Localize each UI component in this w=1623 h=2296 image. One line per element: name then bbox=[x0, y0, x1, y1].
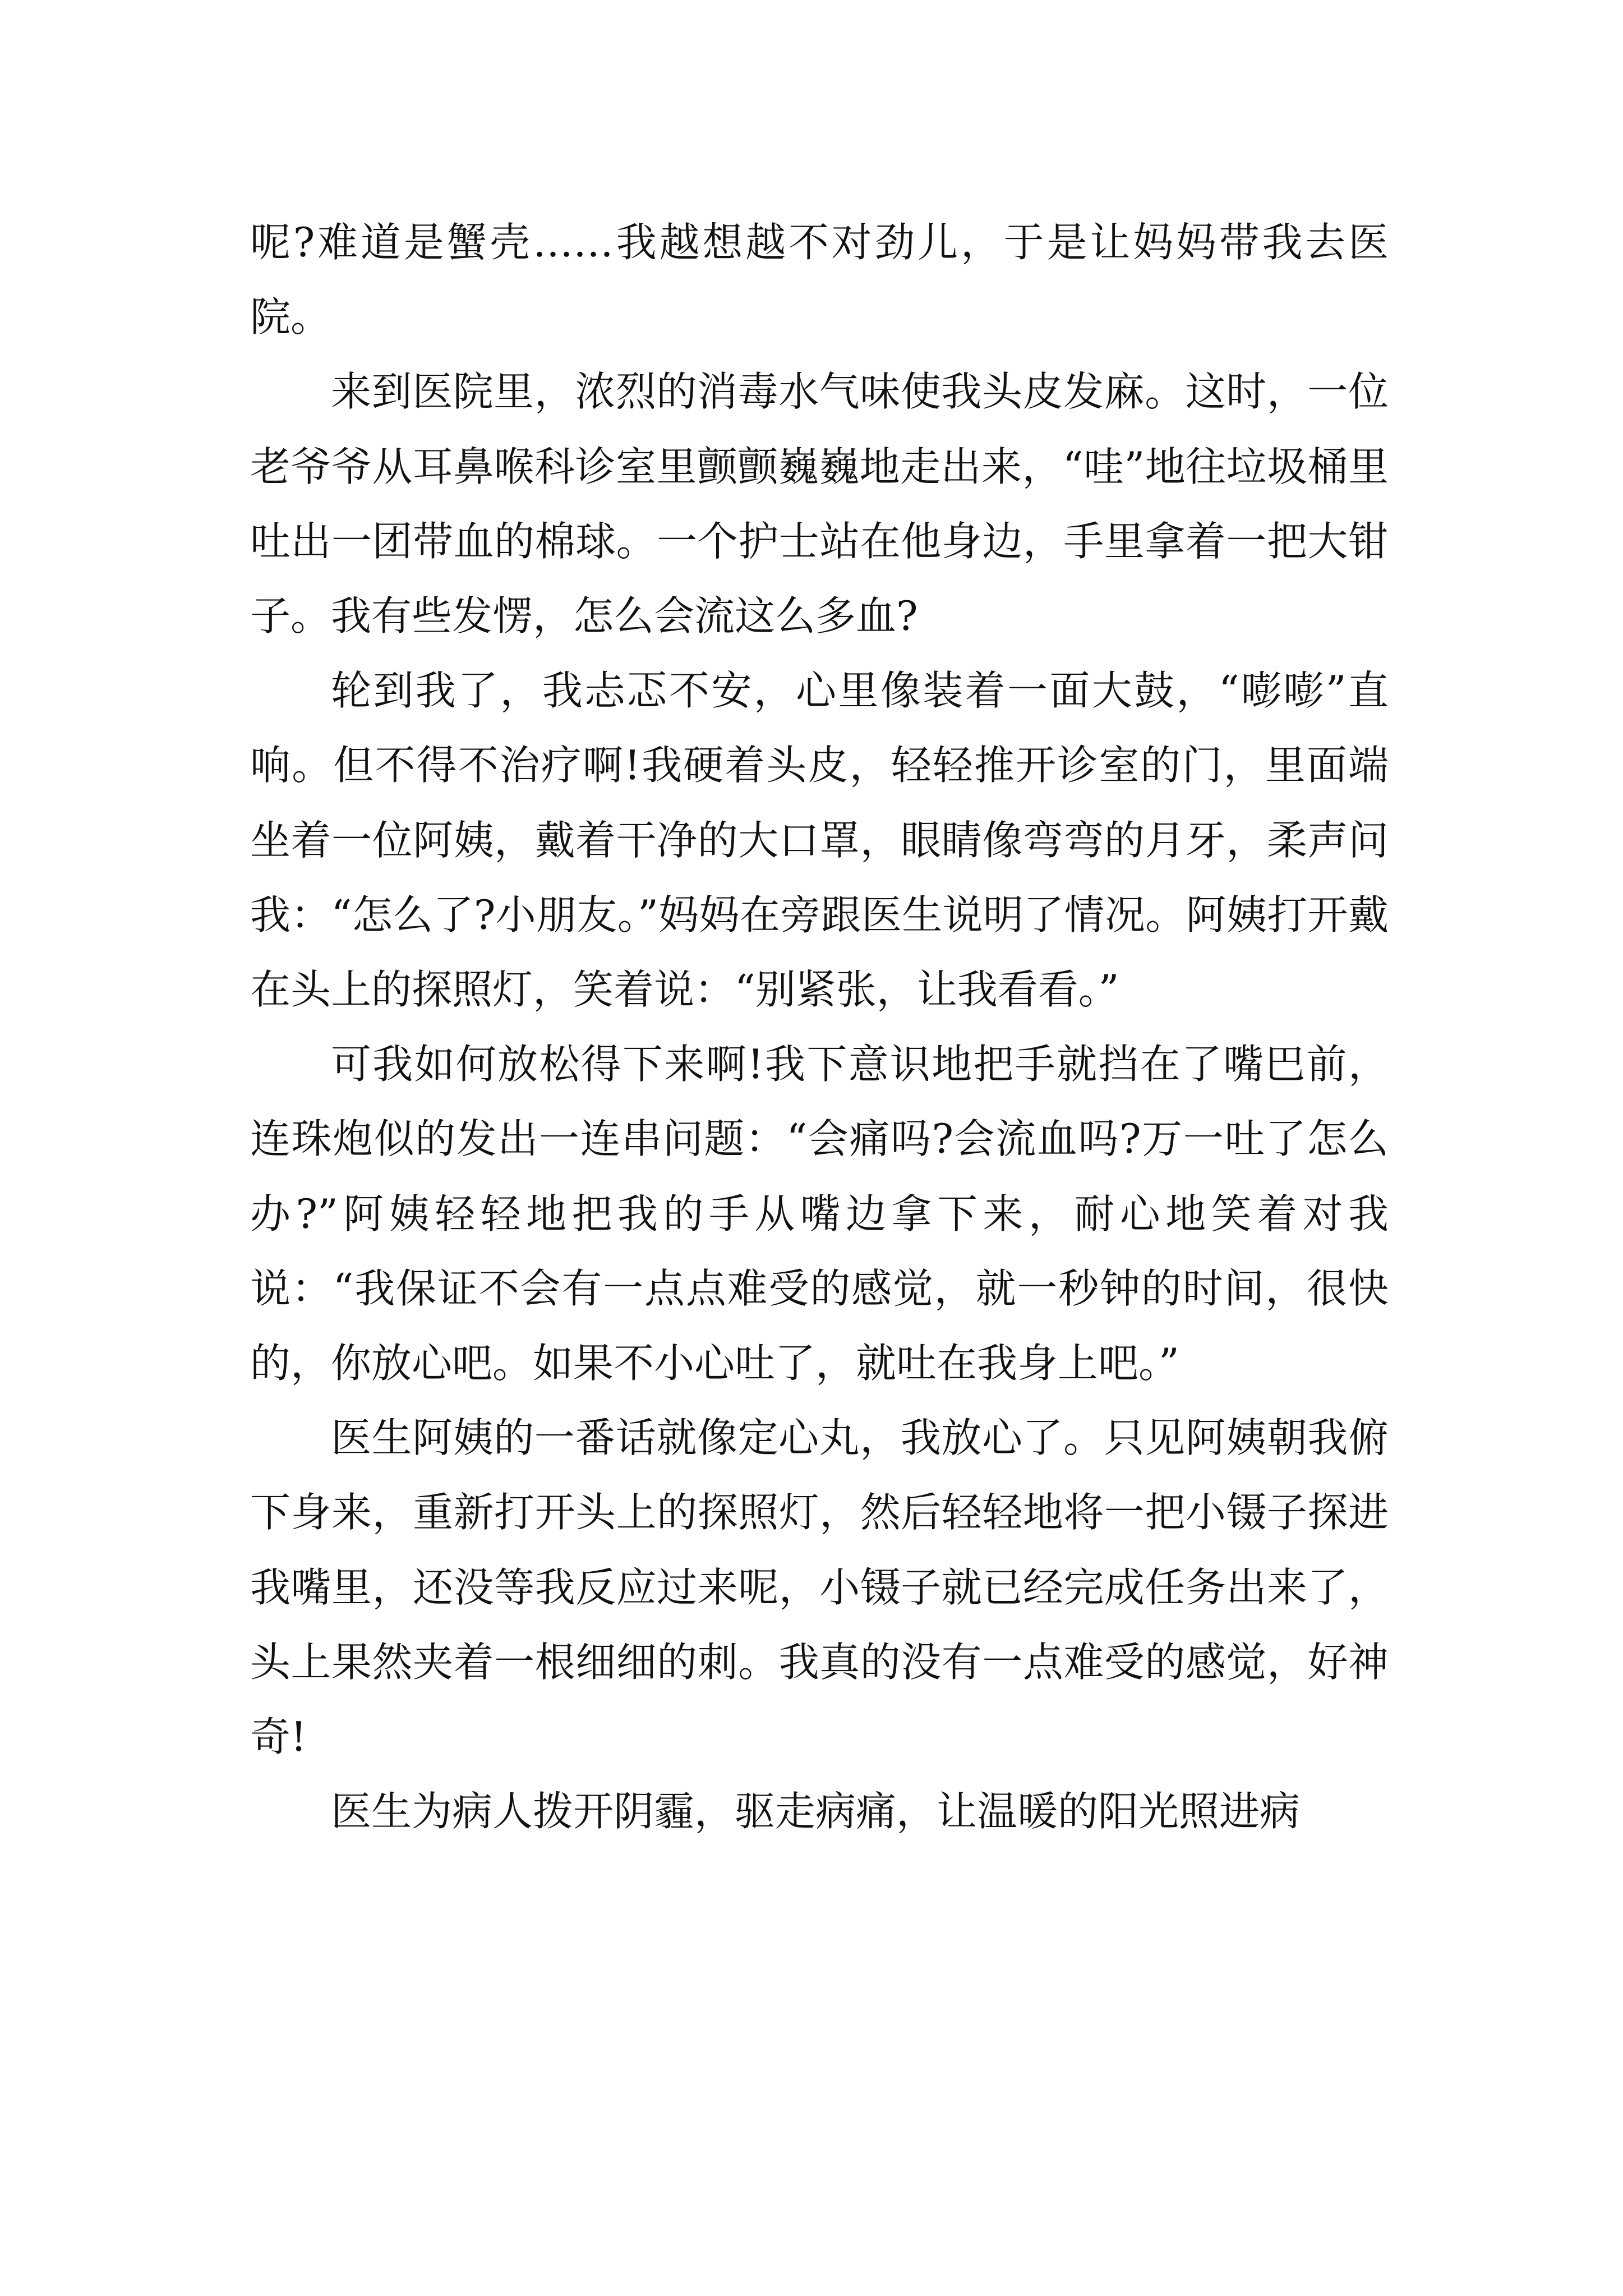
paragraph-6: 医生为病人拨开阴霾，驱走病痛，让温暖的阳光照进病 bbox=[331, 1788, 1301, 1835]
paragraph-5: 医生阿姨的一番话就像定心丸，我放心了。只见阿姨朝我俯下身来，重新打开头上的探照灯，然后轻轻地将一把小镊子探进我嘴里，还没等我反应过来呢，小镊子就已经完成任务出来了，头上果然夹着一根细细的刺。我真的没有一点难受的感觉，好神奇! bbox=[250, 1414, 1389, 1761]
document-body bbox=[250, 205, 1389, 1849]
paragraph-2: 来到医院里，浓烈的消毒水气味使我头皮发麻。这时，一位老爷爷从耳鼻喉科诊室里颤颤巍巍地走出来，“哇”地往垃圾桶里吐出一团带血的棉球。一个护士站在他身边，手里拿着一把大钳子。我有些发愣，怎么会流这么多血? bbox=[250, 368, 1389, 640]
paragraph-1: 呢?难道是蟹壳……我越想越不对劲儿，于是让妈妈带我去医院。 bbox=[250, 219, 1389, 341]
paragraph-4: 可我如何放松得下来啊!我下意识地把手就挡在了嘴巴前，连珠炮似的发出一连串问题：“会痛吗?会流血吗?万一吐了怎么办?”阿姨轻轻地把我的手从嘴边拿下来，耐心地笑着对我说：“我保证不会有一点点难受的感觉，就一秒钟的时间，很快的，你放心吧。如果不小心吐了，就吐在我身上吧。” bbox=[250, 1041, 1389, 1387]
paragraph-3: 轮到我了，我忐忑不安，心里像装着一面大鼓，“嘭嘭”直响。但不得不治疗啊!我硬着头皮，轻轻推开诊室的门，里面端坐着一位阿姨，戴着干净的大口罩，眼睛像弯弯的月牙，柔声问我：“怎么了?小朋友。”妈妈在旁跟医生说明了情况。阿姨打开戴在头上的探照灯，笑着说：“别紧张，让我看看。” bbox=[250, 667, 1389, 1014]
